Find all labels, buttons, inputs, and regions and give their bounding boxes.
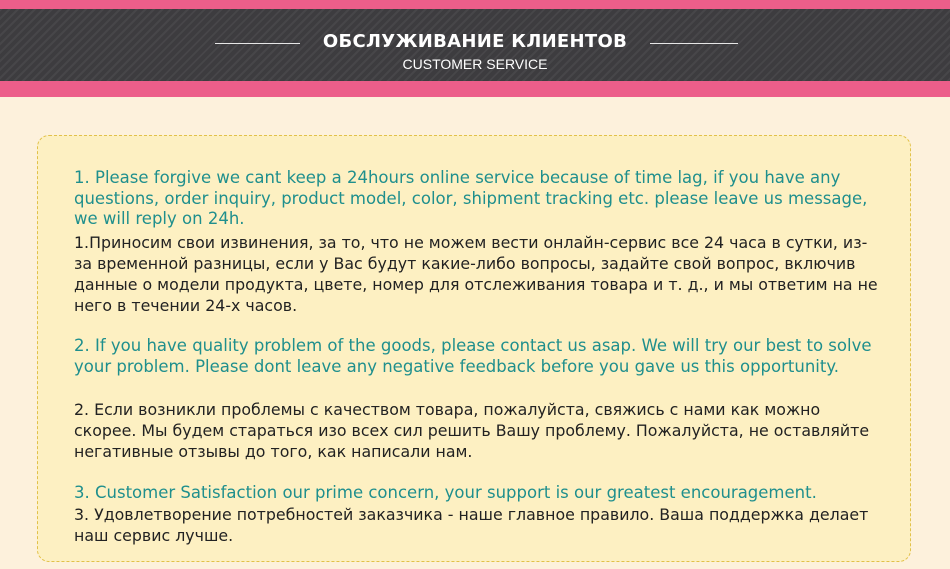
note-2-russian: 2. Если возникли проблемы с качеством товара, пожалуйста, свяжись с нами как можно скорее. Мы будем стараться изо всех сил решить Вашу проблему. Пожалуйста, не оставляйте негативные отзывы до того, как написали нам. bbox=[74, 400, 870, 461]
section-subtitle: CUSTOMER SERVICE bbox=[402, 56, 548, 72]
service-notes-card bbox=[37, 135, 911, 562]
note-3-english: 3. Customer Satisfaction our prime concern, your support is our greatest encouragement. bbox=[74, 483, 817, 502]
note-3-russian: 3. Удовлетворение потребностей заказчика - наше главное правило. Ваша поддержка делает наш сервис лучше. bbox=[74, 505, 869, 545]
note-1-russian: 1.Приносим свои извинения, за то, что не можем вести онлайн-сервис все 24 часа в сутки, из-за временной разницы, если у Вас будут какие-либо вопросы, задайте свой вопрос, включив данные о модели продукта, цвете, номер для отслеживания товара и т. д., и мы ответим на не него в течении 24-х часов. bbox=[74, 233, 878, 315]
section-title: ОБСЛУЖИВАНИЕ КЛИЕНТОВ bbox=[322, 31, 628, 52]
note-1-english: 1. Please forgive we cant keep a 24hours online service because of time lag, if you have any questions, order inquiry, product model, color, shipment tracking etc. please leave us message, we will reply on 24h. bbox=[74, 168, 868, 228]
note-2-english: 2. If you have quality problem of the goods, please contact us asap. We will try our best to solve your problem. Please dont leave any negative feedback before you gave us this opportunity. bbox=[74, 336, 872, 376]
